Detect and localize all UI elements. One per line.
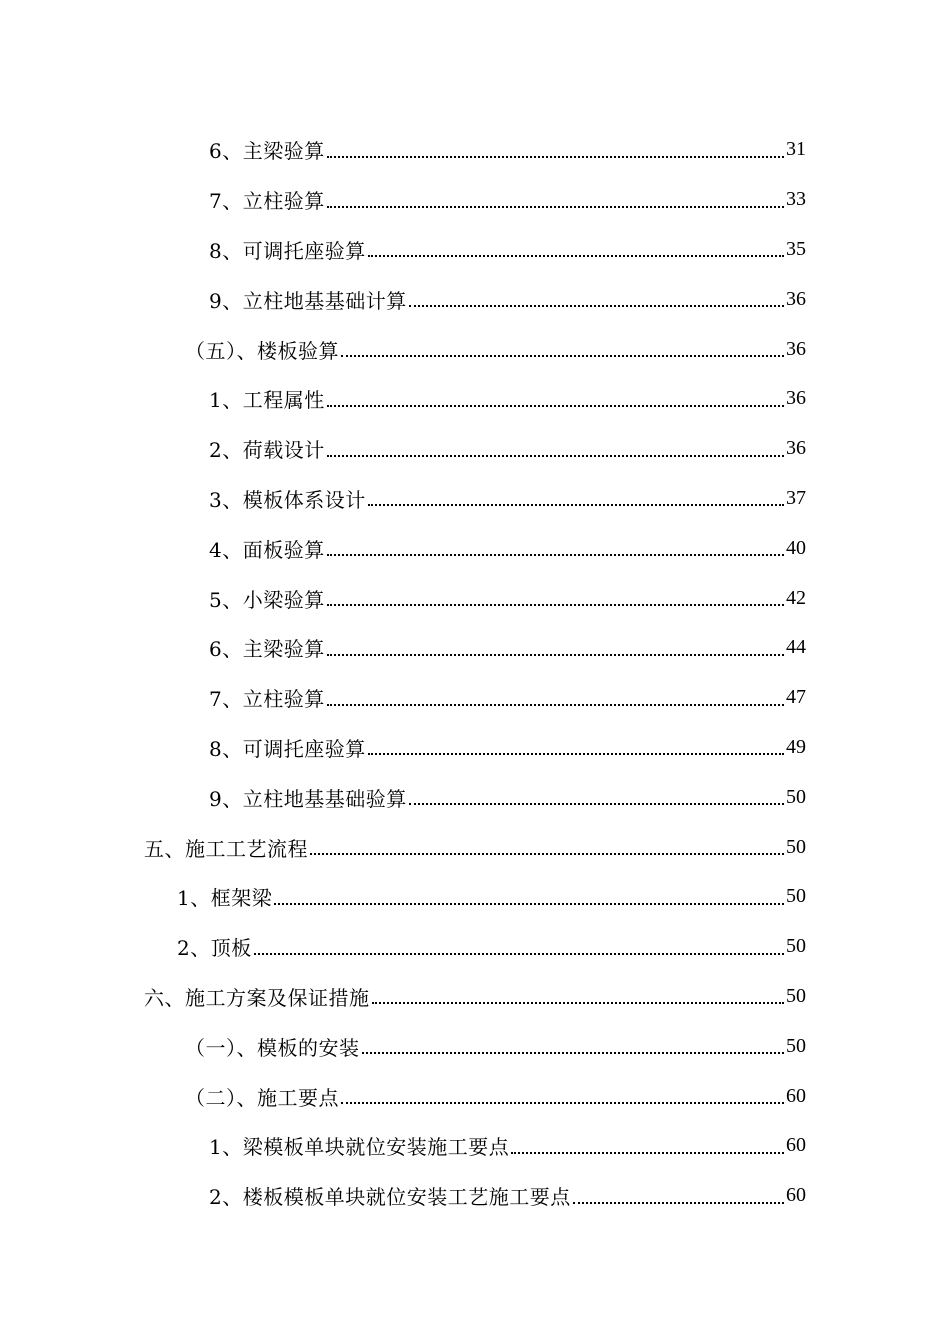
toc-dot-leader (368, 484, 784, 506)
toc-dot-leader (409, 783, 784, 805)
toc-entry-page: 50 (786, 835, 806, 858)
toc-entry-title: 7、立柱验算 (209, 189, 325, 214)
toc-entry-page: 50 (786, 885, 806, 908)
toc-dot-leader (310, 833, 784, 855)
toc-entry[interactable] (0, 1021, 950, 1071)
toc-entry[interactable] (0, 972, 950, 1022)
toc-entry-page: 50 (786, 1034, 806, 1057)
toc-entry-page: 31 (786, 138, 806, 161)
toc-entry[interactable] (0, 922, 950, 972)
toc-entry-title: 7、立柱验算 (209, 687, 325, 712)
toc-entry[interactable] (0, 324, 950, 374)
toc-entry-title: 2、楼板模板单块就位安装工艺施工要点 (209, 1185, 571, 1210)
toc-dot-leader (327, 534, 784, 556)
toc-entry-page: 60 (786, 1184, 806, 1207)
toc-entry-page: 36 (786, 287, 806, 310)
toc-entry-title: 五、施工工艺流程 (144, 836, 308, 861)
toc-entry[interactable] (0, 474, 950, 524)
toc-entry-title: 8、可调托座验算 (209, 238, 366, 263)
toc-entry-title: 2、荷载设计 (209, 438, 325, 463)
toc-entry[interactable] (0, 723, 950, 773)
toc-entry[interactable] (0, 623, 950, 673)
toc-dot-leader (327, 435, 784, 457)
toc-entry-title: 六、施工方案及保证措施 (144, 985, 370, 1010)
toc-entry[interactable] (0, 872, 950, 922)
toc-entry-page: 36 (786, 437, 806, 460)
toc-entry-title: 3、模板体系设计 (209, 487, 366, 512)
toc-dot-leader (327, 634, 784, 656)
toc-entry[interactable] (0, 374, 950, 424)
toc-entry-title: 9、立柱地基基础验算 (209, 786, 407, 811)
toc-dot-leader (573, 1182, 784, 1204)
toc-dot-leader (368, 235, 784, 257)
toc-entry-title: 4、面板验算 (209, 537, 325, 562)
toc-entry-title: （二）、施工要点 (185, 1085, 339, 1110)
toc-entry[interactable] (0, 225, 950, 275)
toc-entry-page: 42 (786, 586, 806, 609)
toc-entry[interactable] (0, 573, 950, 623)
toc-dot-leader (341, 335, 784, 357)
toc-entry[interactable] (0, 125, 950, 175)
toc-dot-leader (341, 1082, 784, 1104)
toc-dot-leader (511, 1132, 784, 1154)
toc-entry[interactable] (0, 1171, 950, 1221)
toc-entry-title: 8、可调托座验算 (209, 736, 366, 761)
toc-entry-title: 6、主梁验算 (209, 139, 325, 164)
toc-dot-leader (327, 136, 784, 158)
toc-entry-title: 9、立柱地基基础计算 (209, 288, 407, 313)
toc-entry-page: 35 (786, 237, 806, 260)
toc-entry-page: 40 (786, 536, 806, 559)
toc-dot-leader (327, 584, 784, 606)
toc-dot-leader (368, 733, 784, 755)
toc-entry-page: 33 (786, 188, 806, 211)
table-of-contents (0, 125, 950, 1221)
toc-entry-page: 50 (786, 935, 806, 958)
toc-dot-leader (409, 285, 784, 307)
toc-entry-page: 49 (786, 735, 806, 758)
toc-dot-leader (327, 186, 784, 208)
toc-entry-page: 47 (786, 686, 806, 709)
toc-entry-page: 36 (786, 337, 806, 360)
toc-entry-title: 2、顶板 (177, 936, 252, 961)
toc-dot-leader (327, 385, 784, 407)
toc-dot-leader (372, 982, 785, 1004)
toc-entry-page: 60 (786, 1084, 806, 1107)
toc-entry-page: 37 (786, 486, 806, 509)
toc-entry[interactable] (0, 175, 950, 225)
toc-entry-page: 50 (786, 785, 806, 808)
toc-dot-leader (254, 933, 784, 955)
toc-entry-page: 50 (786, 984, 806, 1007)
toc-entry[interactable] (0, 523, 950, 573)
toc-entry-title: （一）、模板的安装 (185, 1035, 360, 1060)
toc-entry[interactable] (0, 274, 950, 324)
toc-entry-page: 44 (786, 636, 806, 659)
toc-entry[interactable] (0, 1121, 950, 1171)
toc-entry-page: 36 (786, 387, 806, 410)
toc-entry-title: 6、主梁验算 (209, 637, 325, 662)
toc-entry[interactable] (0, 772, 950, 822)
toc-dot-leader (362, 1032, 785, 1054)
toc-entry[interactable] (0, 424, 950, 474)
toc-entry-title: 5、小梁验算 (209, 587, 325, 612)
toc-dot-leader (274, 883, 784, 905)
toc-entry-title: 1、工程属性 (209, 388, 325, 413)
toc-entry[interactable] (0, 673, 950, 723)
toc-entry[interactable] (0, 1071, 950, 1121)
toc-entry-title: 1、框架梁 (177, 886, 273, 911)
toc-dot-leader (327, 684, 784, 706)
toc-entry-title: （五）、楼板验算 (185, 338, 339, 363)
toc-entry-title: 1、梁模板单块就位安装施工要点 (209, 1135, 510, 1160)
toc-entry-page: 60 (786, 1134, 806, 1157)
toc-entry[interactable] (0, 822, 950, 872)
